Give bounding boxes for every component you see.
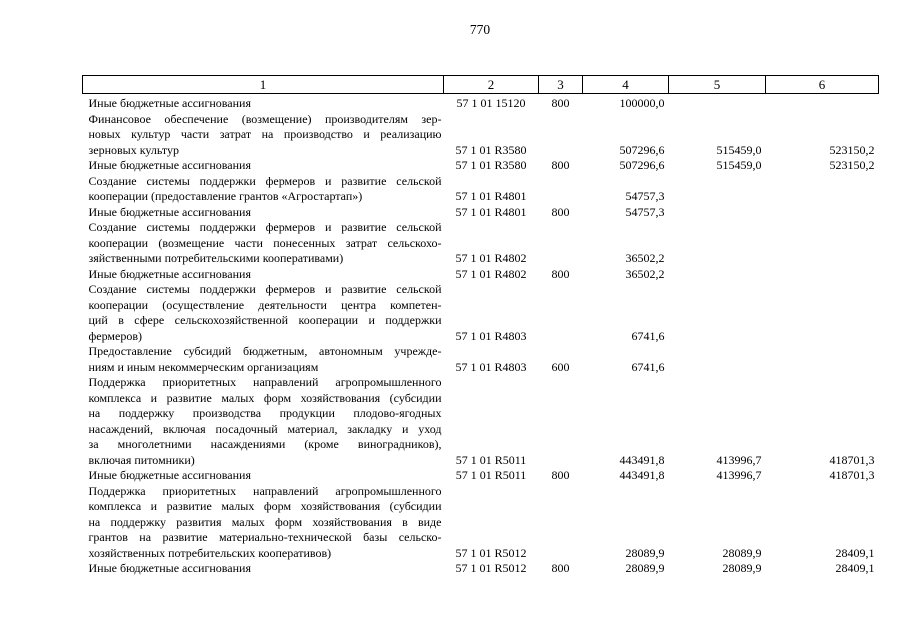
item-code: 57 1 01 R4803 bbox=[455, 359, 527, 374]
item-name-line: Иные бюджетные ассигнования bbox=[88, 561, 251, 575]
item-amount-col4: 507296,6 bbox=[619, 158, 665, 172]
budget-table bbox=[82, 75, 879, 577]
item-amount-col5: 28089,9 bbox=[722, 561, 762, 575]
item-name-line: Иные бюджетные ассигнования bbox=[88, 266, 251, 281]
table-row bbox=[83, 158, 879, 174]
item-code: 57 1 01 R5011 bbox=[455, 452, 527, 467]
table-row bbox=[83, 282, 879, 344]
item-amount-col6 bbox=[766, 220, 879, 267]
item-name-cell bbox=[83, 158, 444, 174]
column-header-1: 1 bbox=[83, 76, 444, 94]
item-name-line: кооперации (возмещение части понесенных затрат сельскохо- bbox=[88, 235, 442, 250]
item-name-cell bbox=[83, 267, 444, 283]
item-name-cell bbox=[83, 484, 444, 562]
item-name-line: Создание системы поддержки фермеров и развитие сельской bbox=[88, 282, 442, 296]
table-row bbox=[83, 561, 879, 577]
item-name-line: Иные бюджетные ассигнования bbox=[88, 468, 251, 482]
item-name-line: Создание системы поддержки фермеров и развитие сельской bbox=[88, 220, 442, 234]
item-name-line: зерновых культур bbox=[88, 142, 179, 157]
item-name-cell bbox=[83, 468, 444, 484]
item-amount-col6 bbox=[766, 205, 879, 221]
item-name-line: фермеров) bbox=[88, 328, 143, 343]
item-amount-col5 bbox=[669, 174, 766, 205]
item-code: 57 1 01 R5012 bbox=[455, 545, 527, 560]
item-type-code: 800 bbox=[551, 158, 570, 172]
item-amount-col4: 6741,6 bbox=[631, 328, 665, 343]
item-amount-col4: 36502,2 bbox=[625, 251, 665, 265]
item-name-line: за многолетними насаждениями (кроме виноградников), bbox=[88, 437, 442, 451]
item-amount-col5 bbox=[669, 94, 766, 112]
item-name-line: на поддержку развития малых форм хозяйствования в виде bbox=[88, 514, 442, 529]
budget-table-body bbox=[83, 94, 879, 577]
item-name-line: новых культур части затрат на производство и реализацию bbox=[88, 127, 442, 141]
item-type-code: 800 bbox=[551, 266, 570, 281]
item-name-cell bbox=[83, 344, 444, 375]
item-amount-col5 bbox=[669, 282, 766, 344]
table-header-row bbox=[83, 76, 879, 94]
item-code: 57 1 01 R3580 bbox=[455, 158, 527, 172]
item-name-cell bbox=[83, 561, 444, 577]
item-name-cell bbox=[83, 282, 444, 344]
item-amount-col5: 28089,9 bbox=[722, 545, 762, 560]
item-amount-col5: 413996,7 bbox=[716, 468, 762, 482]
table-row bbox=[83, 344, 879, 375]
item-amount-col4: 28089,9 bbox=[625, 545, 665, 560]
item-name-cell bbox=[83, 375, 444, 468]
item-name-line: насаждений, включая посадочный материал, закладку и уход bbox=[88, 421, 442, 436]
item-type-code bbox=[539, 220, 583, 267]
table-row bbox=[83, 484, 879, 562]
item-name-line: грантов на развитие материально-технической базы сельско- bbox=[88, 530, 442, 544]
item-name-line: на поддержку производства продукции плодово-ягодных bbox=[88, 406, 442, 420]
column-header-3: 3 bbox=[539, 76, 583, 94]
item-name-cell bbox=[83, 94, 444, 112]
item-type-code: 800 bbox=[551, 468, 570, 482]
item-amount-col4: 6741,6 bbox=[631, 359, 665, 374]
page-number: 770 bbox=[469, 22, 491, 37]
item-amount-col6 bbox=[766, 94, 879, 112]
item-name-line: включая питомники) bbox=[88, 452, 195, 467]
item-type-code: 800 bbox=[551, 561, 570, 575]
item-name-line: комплекса и развитие малых форм хозяйствования (субсидии bbox=[88, 499, 442, 513]
item-name-line: ций в сфере сельскохозяйственной кооперации и поддержки bbox=[88, 313, 442, 327]
item-name-line: Поддержка приоритетных направлений агропромышленного bbox=[88, 483, 442, 498]
item-type-code bbox=[539, 112, 583, 159]
item-code: 57 1 01 R4802 bbox=[455, 251, 527, 265]
item-name-cell bbox=[83, 205, 444, 221]
item-code: 57 1 01 R4803 bbox=[455, 328, 527, 343]
table-row bbox=[83, 112, 879, 159]
item-amount-col5 bbox=[669, 344, 766, 375]
item-amount-col4: 507296,6 bbox=[619, 142, 665, 157]
item-type-code bbox=[539, 174, 583, 205]
item-name-line: кооперации (предоставление грантов «Агростартап») bbox=[88, 189, 363, 203]
table-row bbox=[83, 174, 879, 205]
item-code: 57 1 01 R5012 bbox=[455, 561, 527, 575]
item-type-code: 800 bbox=[551, 96, 570, 110]
item-amount-col6: 523150,2 bbox=[829, 142, 875, 157]
item-name-line: Предоставление субсидий бюджетным, автономным учрежде- bbox=[88, 344, 442, 358]
item-name-line: Иные бюджетные ассигнования bbox=[88, 96, 251, 110]
item-type-code: 600 bbox=[551, 359, 570, 374]
item-amount-col6 bbox=[766, 174, 879, 205]
table-row bbox=[83, 468, 879, 484]
item-name-line: ниям и иным некоммерческим организациям bbox=[88, 359, 319, 374]
item-amount-col4: 54757,3 bbox=[625, 204, 665, 219]
item-name-line: кооперации (осуществление деятельности центра компетен- bbox=[88, 297, 442, 312]
item-code: 57 1 01 R4801 bbox=[455, 204, 527, 219]
item-amount-col4: 443491,8 bbox=[619, 452, 665, 467]
column-header-5: 5 bbox=[669, 76, 766, 94]
item-name-line: Иные бюджетные ассигнования bbox=[88, 158, 251, 172]
item-type-code bbox=[539, 375, 583, 468]
table-row bbox=[83, 267, 879, 283]
item-type-code bbox=[539, 484, 583, 562]
item-type-code bbox=[539, 282, 583, 344]
item-amount-col6: 28409,1 bbox=[835, 561, 875, 575]
item-amount-col4: 54757,3 bbox=[625, 189, 665, 203]
table-row bbox=[83, 94, 879, 112]
item-amount-col6: 418701,3 bbox=[829, 468, 875, 482]
item-amount-col6: 418701,3 bbox=[829, 452, 875, 467]
table-row bbox=[83, 205, 879, 221]
item-name-line: Создание системы поддержки фермеров и развитие сельской bbox=[88, 173, 442, 188]
item-name-cell bbox=[83, 112, 444, 159]
item-name-line: Финансовое обеспечение (возмещение) производителям зер- bbox=[88, 111, 442, 126]
item-name-line: Поддержка приоритетных направлений агропромышленного bbox=[88, 375, 442, 389]
column-header-4: 4 bbox=[583, 76, 669, 94]
item-amount-col5 bbox=[669, 267, 766, 283]
item-name-line: комплекса и развитие малых форм хозяйствования (субсидии bbox=[88, 390, 442, 405]
item-name-line: зяйственными потребительскими кооперативами) bbox=[88, 251, 344, 265]
item-amount-col5 bbox=[669, 205, 766, 221]
item-amount-col4: 100000,0 bbox=[619, 96, 665, 110]
item-amount-col6: 28409,1 bbox=[835, 545, 875, 560]
item-amount-col4: 36502,2 bbox=[625, 266, 665, 281]
item-amount-col6 bbox=[766, 267, 879, 283]
item-amount-col6: 523150,2 bbox=[829, 158, 875, 172]
table-row bbox=[83, 220, 879, 267]
item-name-line: хозяйственных потребительских кооперативов) bbox=[88, 545, 332, 560]
item-code: 57 1 01 R5011 bbox=[455, 468, 527, 482]
item-amount-col5 bbox=[669, 220, 766, 267]
item-code: 57 1 01 15120 bbox=[456, 96, 526, 110]
column-header-6: 6 bbox=[766, 76, 879, 94]
table-row bbox=[83, 375, 879, 468]
item-amount-col4: 443491,8 bbox=[619, 468, 665, 482]
item-code: 57 1 01 R4801 bbox=[455, 189, 527, 203]
item-amount-col6 bbox=[766, 282, 879, 344]
item-name-line: Иные бюджетные ассигнования bbox=[88, 204, 251, 219]
item-name-cell bbox=[83, 220, 444, 267]
item-code: 57 1 01 R4802 bbox=[455, 266, 527, 281]
item-name-cell bbox=[83, 174, 444, 205]
item-amount-col4: 28089,9 bbox=[625, 561, 665, 575]
item-amount-col6 bbox=[766, 344, 879, 375]
item-amount-col5: 515459,0 bbox=[716, 158, 762, 172]
item-amount-col5: 515459,0 bbox=[716, 142, 762, 157]
column-header-2: 2 bbox=[444, 76, 539, 94]
item-code: 57 1 01 R3580 bbox=[455, 142, 527, 157]
item-type-code: 800 bbox=[551, 204, 570, 219]
item-amount-col5: 413996,7 bbox=[716, 452, 762, 467]
